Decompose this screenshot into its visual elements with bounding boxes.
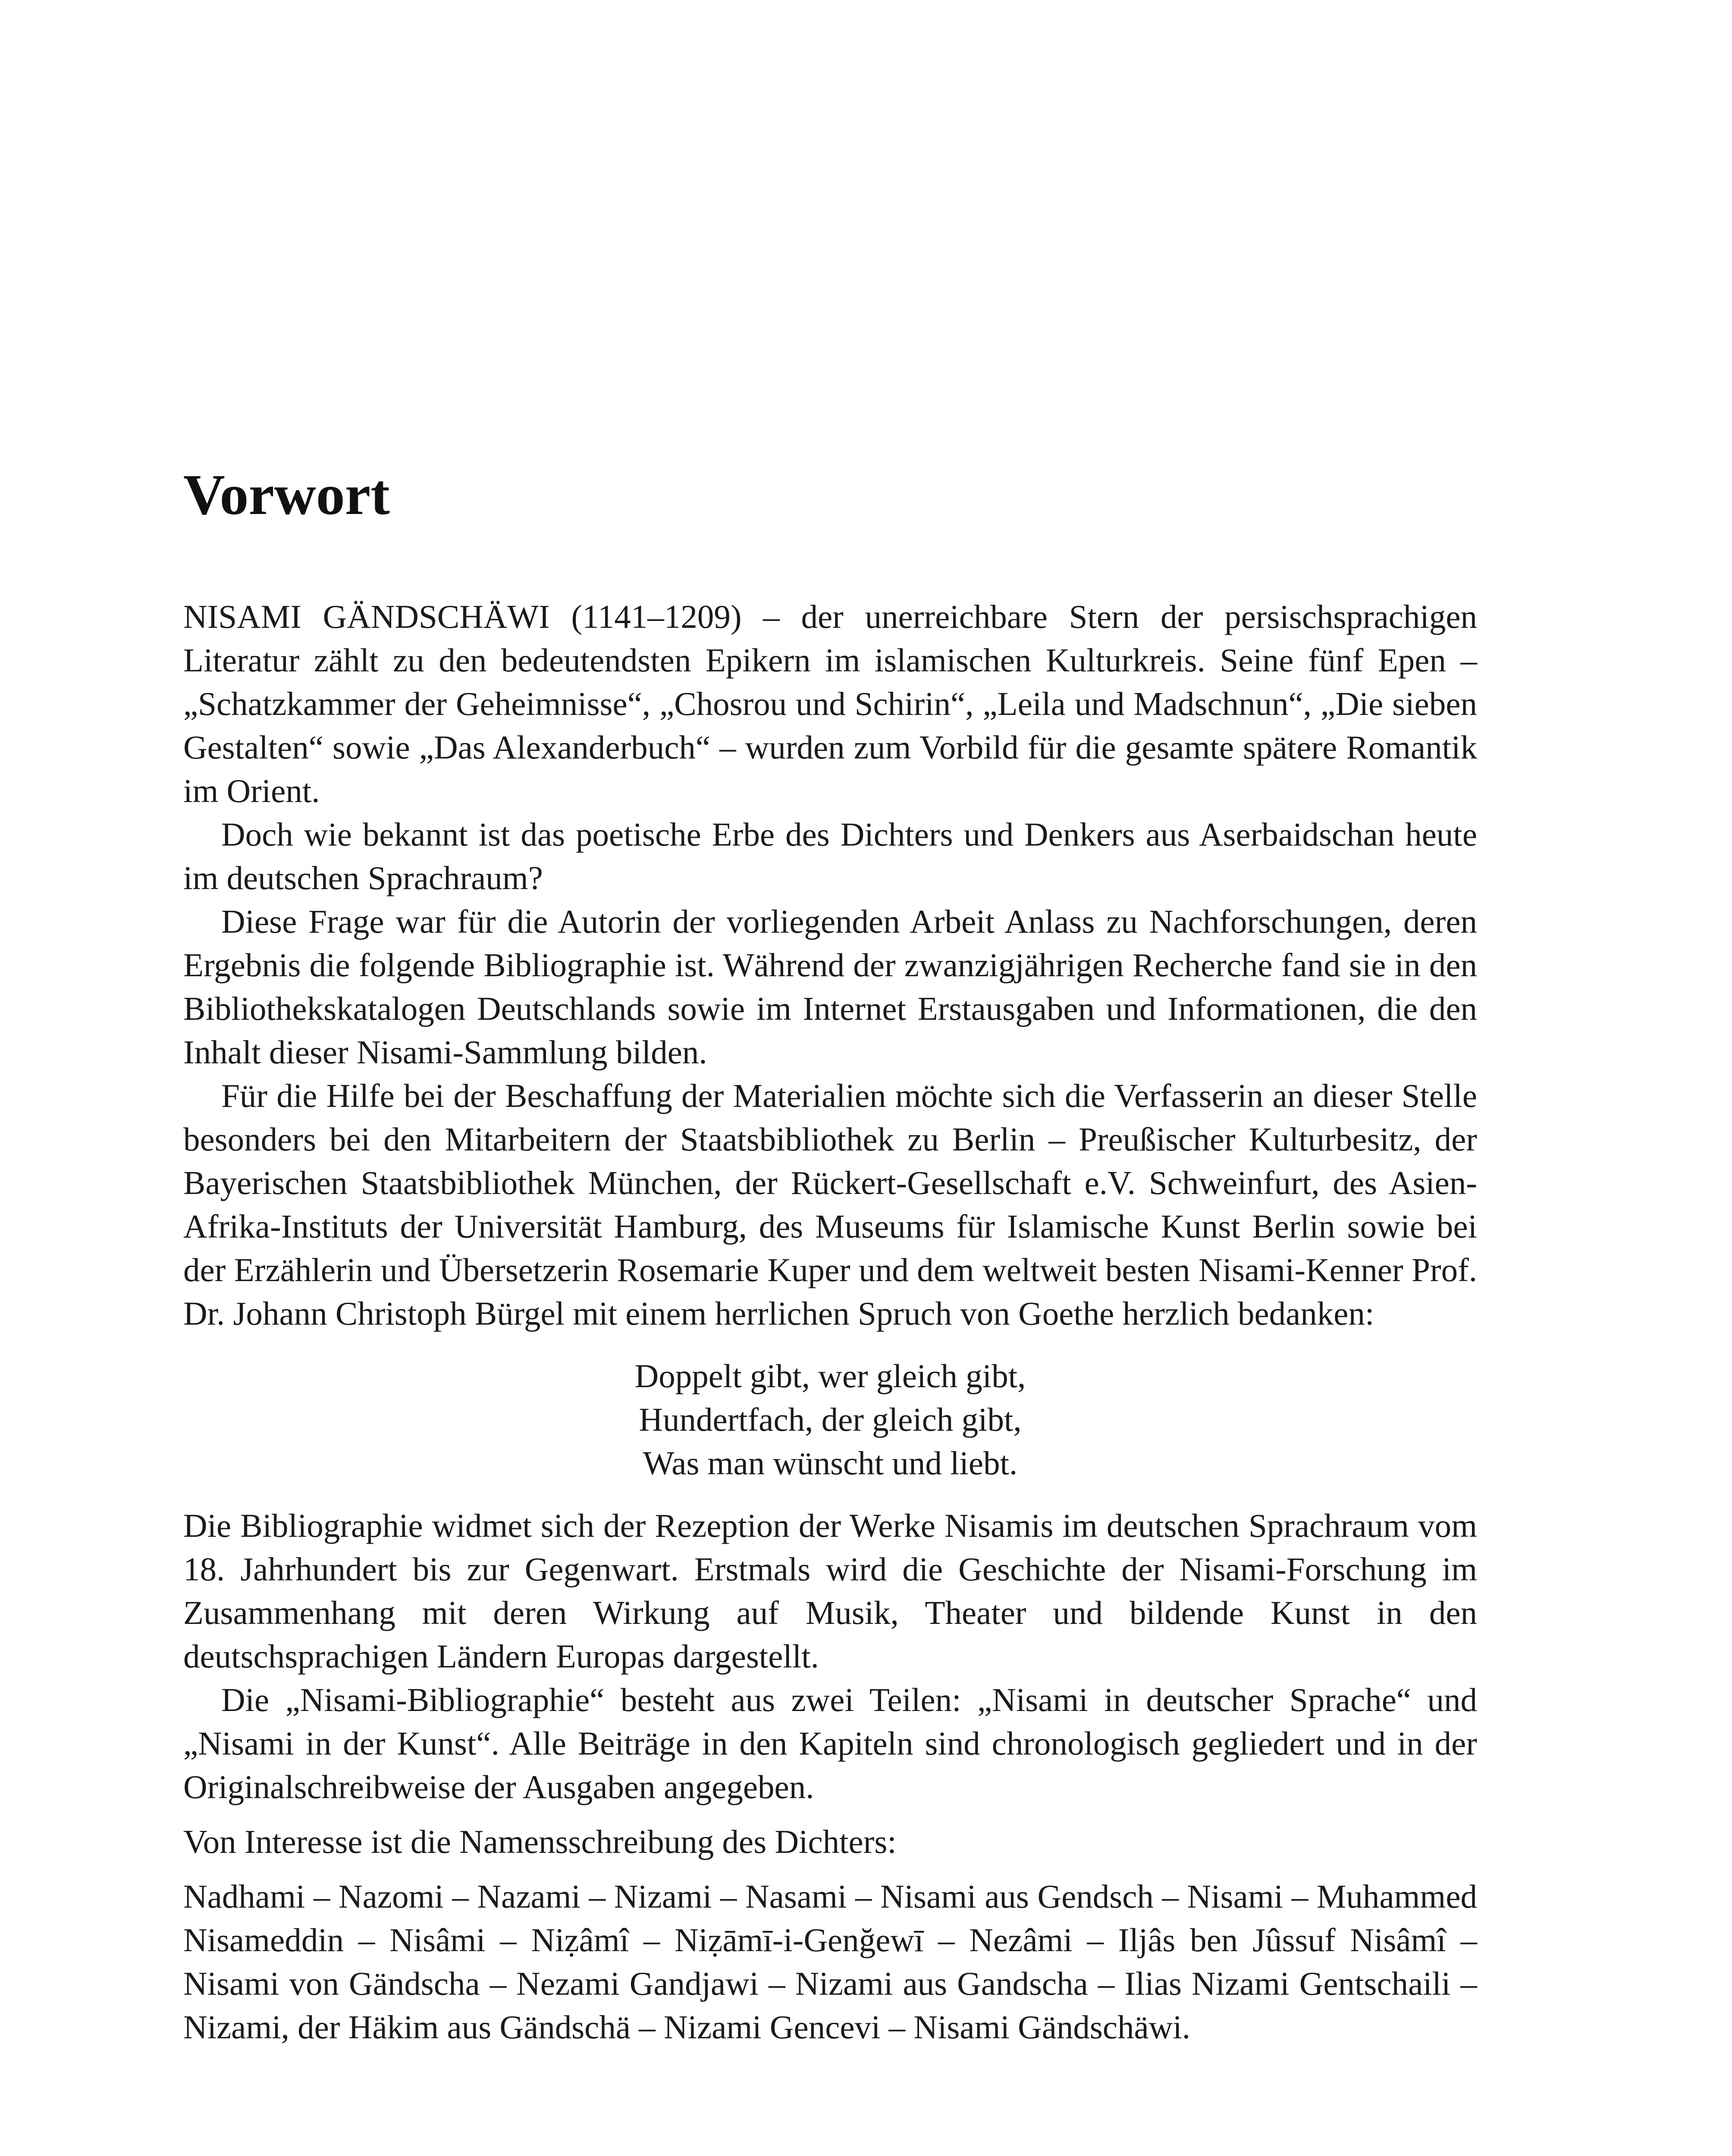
quote-line: Was man wünscht und liebt.: [643, 1445, 1018, 1482]
chapter-heading: Vorwort: [183, 463, 390, 526]
body-text: [183, 595, 1477, 2049]
paragraph-acknowledgements: Für die Hilfe bei der Beschaffung der Materialien möchte sich die Verfasserin an dieser Stelle besonders bei den Mitarbeitern der Staatsbibliothek zu Berlin – Preußischer Kulturbesitz, der Bayerischen Staatsbibliothek München, der Rückert-Gesellschaft e.V. Schweinfurt, des Asien-Afrika-Instituts der Universität Hamburg, des Museums für Islamische Kunst Berlin sowie bei der Erzählerin und Übersetzerin Rosemarie Kuper und dem weltweit besten Nisami-Kenner Prof. Dr. Johann Christoph Bürgel mit einem herrlichen Spruch von Goethe herzlich bedanken:: [183, 1077, 1477, 1332]
quote-line: Doppelt gibt, wer gleich gibt,: [634, 1357, 1026, 1395]
paragraph-intro: NISAMI GÄNDSCHÄWI (1141–1209) – der unerreichbare Stern der persischsprachigen Literatur zählt zu den bedeutendsten Epikern im islamischen Kulturkreis. Seine fünf Epen – „Schatzkammer der Geheimnisse“, „Chosrou und Schirin“, „Leila und Madschnun“, „Die sieben Gestalten“ sowie „Das Alexanderbuch“ – wurden zum Vorbild für die gesamte spätere Romantik im Orient.: [183, 598, 1477, 809]
paragraph-question: Doch wie bekannt ist das poetische Erbe des Dichters und Denkers aus Aserbaidschan heute im deutschen Sprachraum?: [183, 816, 1477, 896]
paragraph-name-variants: Nadhami – Nazomi – Nazami – Nizami – Nasami – Nisami aus Gendsch – Nisami – Muhammed Nisameddin – Nisâmi – Niẓâmî – Niẓāmī-i-Genğewī – Nezâmi – Iljâs ben Jûssuf Nisâmî – Nisami von Gändscha – Nezami Gandjawi – Nizami aus Gandscha – Ilias Nizami Gentschaili – Nizami, der Häkim aus Gändschä – Nizami Gencevi – Nisami Gändschäwi.: [183, 1878, 1477, 2046]
paragraph-research: Diese Frage war für die Autorin der vorliegenden Arbeit Anlass zu Nachforschungen, deren Ergebnis die folgende Bibliographie ist. Während der zwanzigjährigen Recherche fand sie in den Bibliothekskatalogen Deutschlands sowie im Internet Erstausgaben und Informationen, die den Inhalt dieser Nisami-Sammlung bilden.: [183, 903, 1477, 1071]
goethe-quote: [183, 1354, 1046, 1485]
paragraph-structure: Die „Nisami-Bibliographie“ besteht aus zwei Teilen: „Nisami in deutscher Sprache“ und „Nisami in der Kunst“. Alle Beiträge in den Kapiteln sind chronologisch gegliedert und in der Originalschreibweise der Ausgaben angegeben.: [183, 1681, 1477, 1805]
paragraph-scope: Die Bibliographie widmet sich der Rezeption der Werke Nisamis im deutschen Sprachraum vom 18. Jahrhundert bis zur Gegenwart. Erstmals wird die Geschichte der Nisami-Forschung im Zusammenhang mit deren Wirkung auf Musik, Theater und bildende Kunst in den deutschsprachigen Ländern Europas dargestellt.: [183, 1507, 1477, 1675]
quote-line: Hundertfach, der gleich gibt,: [639, 1401, 1022, 1438]
paragraph-name-spelling-intro: Von Interesse ist die Namensschreibung des Dichters:: [183, 1823, 897, 1860]
